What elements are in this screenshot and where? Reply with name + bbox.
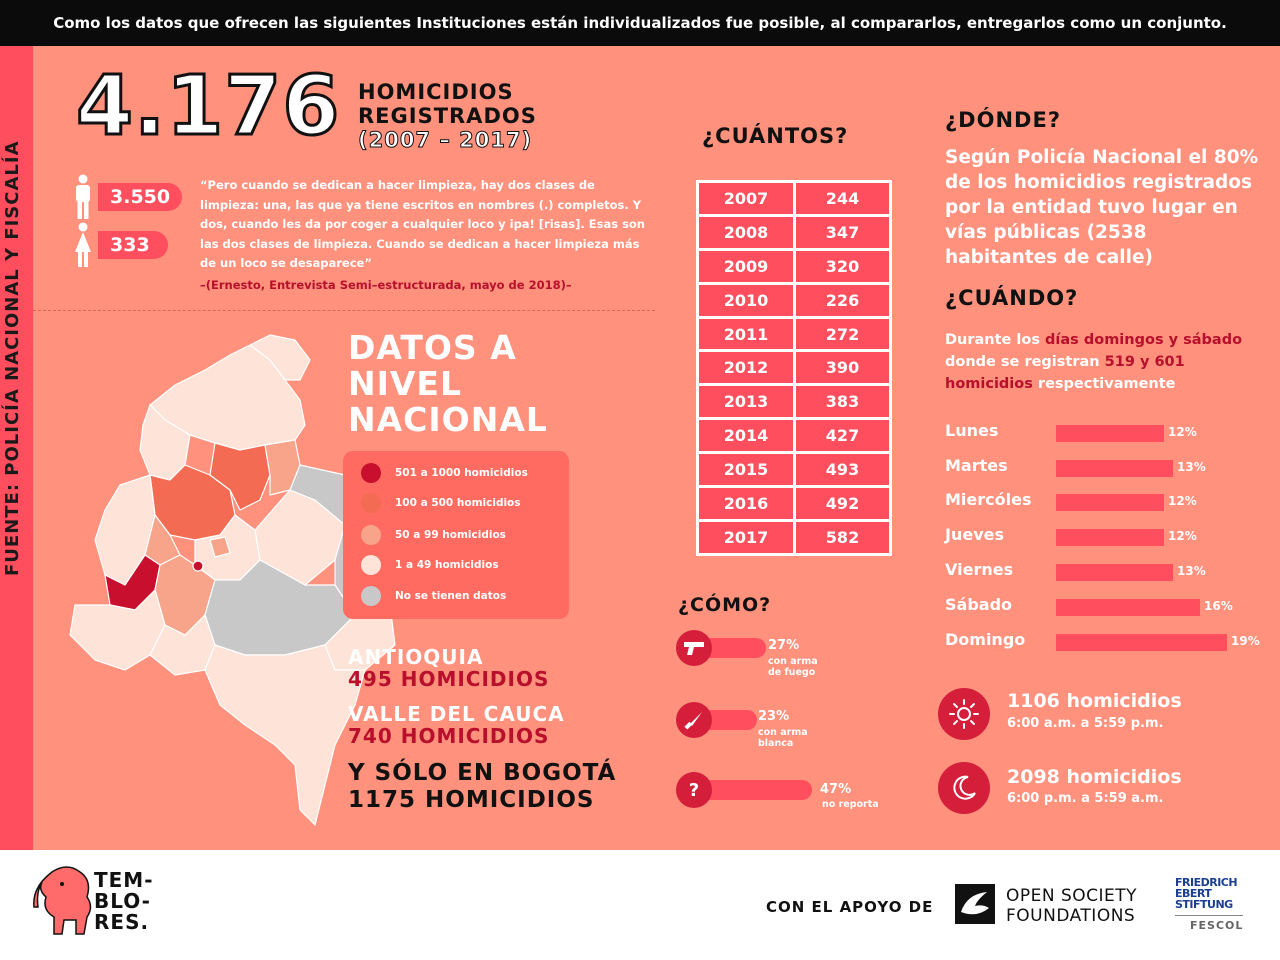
legend-label: 501 a 1000 homicidios <box>395 467 528 479</box>
day-label: Lunes <box>945 421 999 440</box>
como-unknown <box>676 772 812 808</box>
legend-swatch <box>361 463 381 483</box>
table-row <box>699 488 889 519</box>
valle-value: 740 HOMICIDIOS <box>348 724 550 748</box>
bogota-line2: 1175 HOMICIDIOS <box>348 787 595 813</box>
day-label: Jueves <box>945 525 1004 544</box>
table-year: 2016 <box>699 488 793 519</box>
como-desc-line2: de fuego <box>768 667 816 678</box>
legend-item <box>361 586 506 606</box>
valle-stat <box>348 703 565 747</box>
night-count: 2098 homicidios <box>1007 766 1182 788</box>
como-desc <box>822 799 879 810</box>
cuando-text-part: donde se registran <box>945 354 1105 370</box>
bogota-line1: Y SÓLO EN BOGOTÁ <box>348 760 617 786</box>
legend-item <box>361 463 528 483</box>
table-value: 390 <box>796 352 889 383</box>
female-icon <box>72 222 94 268</box>
legend-label: 1 a 49 homicidios <box>395 559 499 571</box>
day-bar <box>1056 599 1200 616</box>
como-desc-line1: con arma <box>758 727 808 738</box>
logo-line: BLO- <box>94 889 151 913</box>
table-row <box>699 251 889 282</box>
footer <box>0 850 1280 960</box>
legend-label: 100 a 500 homicidios <box>395 497 521 509</box>
como-desc-line1: no reporta <box>822 799 879 810</box>
como-bar <box>704 780 812 800</box>
table-row <box>699 386 889 417</box>
como-bar <box>704 638 766 658</box>
table-year: 2011 <box>699 319 793 350</box>
fes-line: EBERT <box>1175 887 1212 900</box>
fes-line: FRIEDRICH <box>1175 876 1238 889</box>
day-label: Miercóles <box>945 490 1032 509</box>
day-pct: 16% <box>1204 599 1233 613</box>
table-row <box>699 285 889 316</box>
night-range: 6:00 p.m. a 5:59 a.m. <box>1007 791 1164 806</box>
support-label: CON EL APOYO DE <box>766 898 934 916</box>
day-bar <box>1056 425 1164 442</box>
como-knife <box>676 702 757 738</box>
table-value: 492 <box>796 488 889 519</box>
map-bogota-marker <box>193 561 203 571</box>
national-title-line2: NIVEL <box>348 364 463 403</box>
knife-icon <box>676 702 712 738</box>
day-bar <box>1056 634 1227 651</box>
como-pct: 27% <box>768 638 800 653</box>
table-row <box>699 319 889 350</box>
headline-title-line2: REGISTRADOS <box>358 104 537 128</box>
como-pct: 23% <box>758 709 790 724</box>
day-count: 1106 homicidios <box>1007 690 1182 712</box>
elephant-icon <box>32 862 102 942</box>
quote-text: “Pero cuando se dedican a hacer limpieza, hay dos clases de limpieza: una, las que ya tiene escritos en nombres (.) completos. Y dos, cuando les da por coger a cualquier loco y ipa! [risas]. Esas son las dos clases de limpieza. Cuando se dedican a hacer limpieza más de un loco se desaparece” <box>200 178 645 270</box>
osf-name <box>1006 886 1137 926</box>
headline-years: (2007 – 2017) <box>358 128 533 152</box>
national-title <box>348 330 548 438</box>
header-bar <box>0 0 1280 46</box>
yearly-table <box>696 180 892 556</box>
table-value: 320 <box>796 251 889 282</box>
gun-icon <box>676 630 712 666</box>
logo-line: RES. <box>94 910 150 934</box>
antioquia-stat <box>348 646 549 690</box>
day-pct: 12% <box>1168 529 1197 543</box>
national-title-line1: DATOS A <box>348 328 517 367</box>
day-bar <box>1056 564 1173 581</box>
osf-line: OPEN SOCIETY <box>1006 886 1138 906</box>
table-value: 493 <box>796 454 889 485</box>
legend-swatch <box>361 586 381 606</box>
day-bar <box>1056 529 1164 546</box>
fes-divider <box>1175 915 1243 916</box>
table-year: 2008 <box>699 217 793 248</box>
cuando-text-part: Durante los <box>945 332 1046 348</box>
table-row <box>699 217 889 248</box>
day-pct: 19% <box>1231 634 1260 648</box>
national-title-line3: NACIONAL <box>348 400 548 439</box>
table-year: 2009 <box>699 251 793 282</box>
male-stat <box>72 174 182 220</box>
como-desc-line1: con arma <box>768 656 818 667</box>
total-homicides: 4.176 <box>76 59 341 154</box>
headline-title <box>358 80 537 128</box>
day-label: Viernes <box>945 560 1014 579</box>
day-bar <box>1056 460 1173 477</box>
table-value: 347 <box>796 217 889 248</box>
table-row <box>699 522 889 553</box>
donde-text: Según Policía Nacional el 80% de los homicidios registrados por la entidad tuvo lugar en vías públicas (2538 habitantes de calle) <box>945 147 1259 268</box>
headline-title-line1: HOMICIDIOS <box>358 80 514 104</box>
header-text: Como los datos que ofrecen las siguientes Instituciones están individualizados fue posible, al compararlos, entregarlos como un conjunto. <box>53 14 1227 32</box>
male-icon <box>72 174 94 220</box>
table-year: 2014 <box>699 420 793 451</box>
day-pct: 13% <box>1177 564 1206 578</box>
female-count: 333 <box>98 231 168 259</box>
fes-logo <box>1175 877 1237 910</box>
moon-icon <box>938 762 990 814</box>
table-row <box>699 420 889 451</box>
table-year: 2007 <box>699 183 793 214</box>
day-pct: 12% <box>1168 425 1197 439</box>
day-label: Sábado <box>945 595 1013 614</box>
fes-line: STIFTUNG <box>1175 898 1233 911</box>
osf-line: FOUNDATIONS <box>1006 906 1136 926</box>
table-value: 383 <box>796 386 889 417</box>
day-label: Domingo <box>945 630 1026 649</box>
legend-swatch <box>361 493 381 513</box>
valle-name: VALLE DEL CAUCA <box>348 702 565 726</box>
sun-icon <box>938 688 990 740</box>
cuando-text <box>945 329 1245 395</box>
osf-logo-icon <box>953 882 997 926</box>
day-range: 6:00 a.m. a 5:59 p.m. <box>1007 716 1164 731</box>
bogota-stat <box>348 760 616 814</box>
cuando-text-part: respectivamente <box>1032 376 1176 392</box>
table-row <box>699 454 889 485</box>
legend-label: No se tienen datos <box>395 590 507 602</box>
antioquia-name: ANTIOQUIA <box>348 645 484 669</box>
legend-label: 50 a 99 homicidios <box>395 529 506 541</box>
table-value: 582 <box>796 522 889 553</box>
table-row <box>699 352 889 383</box>
logo-line: TEM- <box>94 868 154 892</box>
como-pct: 47% <box>820 782 852 797</box>
map-amazonas <box>205 645 365 825</box>
como-desc <box>758 727 808 749</box>
legend-item <box>361 555 499 575</box>
legend-item <box>361 493 521 513</box>
table-year: 2017 <box>699 522 793 553</box>
table-value: 272 <box>796 319 889 350</box>
legend-swatch <box>361 555 381 575</box>
quote-source: –(Ernesto, Entrevista Semi–estructurada, mayo de 2018)– <box>200 278 572 292</box>
tembleres-logo <box>94 870 154 933</box>
fescol-label: FESCOL <box>1190 919 1244 932</box>
day-pct: 12% <box>1168 494 1197 508</box>
como-desc <box>768 656 818 678</box>
cuando-highlight: 519 y 601 homicidios <box>945 354 1185 392</box>
como-firearm <box>676 630 766 666</box>
table-value: 226 <box>796 285 889 316</box>
cuando-title: ¿CUÁNDO? <box>945 286 1079 310</box>
divider <box>33 310 655 311</box>
cuando-highlight: días domingos y sábado <box>1045 332 1243 348</box>
male-count: 3.550 <box>98 183 182 211</box>
table-year: 2013 <box>699 386 793 417</box>
day-pct: 13% <box>1177 460 1206 474</box>
como-desc-line2: blanca <box>758 738 794 749</box>
question-icon: ? <box>676 772 712 808</box>
table-value: 244 <box>796 183 889 214</box>
donde-title: ¿DÓNDE? <box>945 108 1061 132</box>
table-year: 2010 <box>699 285 793 316</box>
day-bar <box>1056 494 1164 511</box>
legend-swatch <box>361 525 381 545</box>
como-title: ¿CÓMO? <box>678 594 772 616</box>
table-value: 427 <box>796 420 889 451</box>
source-strip <box>0 46 33 850</box>
female-stat <box>72 222 168 268</box>
legend-item <box>361 525 506 545</box>
antioquia-value: 495 HOMICIDIOS <box>348 667 550 691</box>
day-label: Martes <box>945 456 1008 475</box>
table-year: 2015 <box>699 454 793 485</box>
table-year: 2012 <box>699 352 793 383</box>
table-row <box>699 183 889 214</box>
source-label: FUENTE: POLICÍA NACIONAL Y FISCALÍA <box>2 140 23 576</box>
cuantos-title: ¿CUÁNTOS? <box>702 124 849 148</box>
map-legend <box>343 451 569 619</box>
